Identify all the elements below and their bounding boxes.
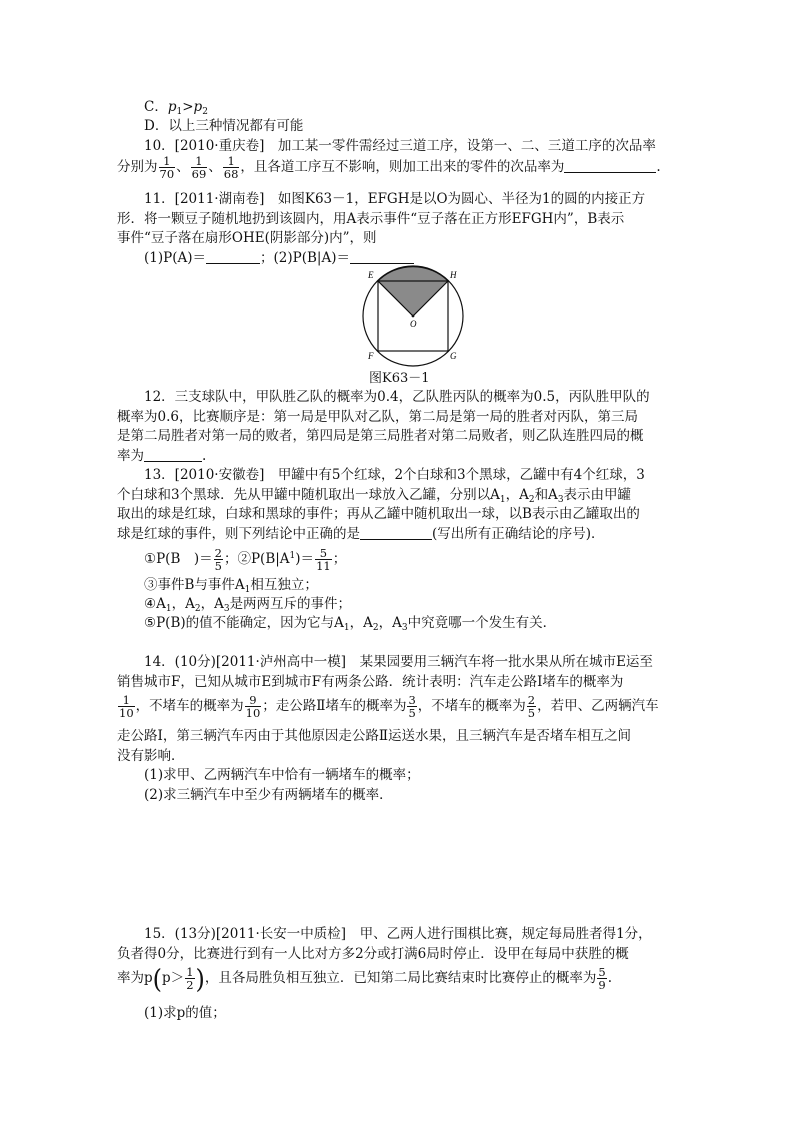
fraction: $\frac{5}{11}$ (316, 546, 331, 573)
q10-line2: 分别为 $\frac{1}{70}$ 、 $\frac{1}{69}$ 、 $\frac{1}{68}$ ，且各道工序互不影响，则加工出来的零件的次品率为 . (117, 154, 661, 181)
q14-line2: 销售城市F，已知从城市E到城市F有两条公路．统计表明：汽车走公路Ⅰ堵车的概率为 (117, 674, 624, 690)
q15-subquestion-1: (1)求p的值； (144, 1005, 226, 1021)
q14-subquestion-2: (2)求三辆汽车中至少有两辆堵车的概率． (144, 787, 393, 803)
label-h: H (450, 270, 457, 280)
q15-line3: 率为p(p＞ $\frac{1}{2}$ )，且各局胜负相互独立．已知第二局比赛结束时比赛停止的概率为 $\frac{5}{9}$ . (117, 963, 613, 995)
fraction: $\frac{1}{10}$ (119, 693, 134, 720)
q14-line4: 走公路Ⅰ，第三辆汽车丙由于其他原因走公路Ⅱ运送水果，且三辆汽车是否堵车相互之间 (117, 728, 632, 744)
q13-line2: 个白球和3个黑球．先从甲罐中随机取出一球放入乙罐，分别以$A_1$，$A_2$和$A_3$表示由甲罐 (117, 487, 632, 505)
q10-line1: 10．[2010·重庆卷] 加工某一零件需经过三道工序，设第一、二、三道工序的次品率 (144, 138, 656, 154)
q13-option-3: ③事件B与事件$A_1$相互独立； (144, 577, 318, 595)
q12-line1: 12．三支球队中，甲队胜乙队的概率为0.4，乙队胜丙队的概率为0.5，丙队胜甲队的 (144, 389, 650, 405)
q9-option-d: D．以上三种情况都有可能 (144, 118, 304, 134)
fraction: $\frac{1}{69}$ (191, 154, 207, 181)
q9-option-c: C．$p_1>p_2$ (144, 99, 208, 117)
fraction: $\frac{5}{9}$ (598, 965, 606, 992)
q13-line1: 13．[2010·安徽卷] 甲罐中有5个红球，2个白球和3个黑球，乙罐中有4个红球，3 (144, 467, 645, 483)
label-o: O (410, 319, 417, 329)
q11-line3: 事件“豆子落在扇形OHE(阴影部分)内”，则 (117, 230, 377, 246)
q11-line1: 11．[2011·湖南卷] 如图K63－1，EFGH是以O为圆心、半径为1的圆的内接正方 (144, 191, 646, 207)
center-point (412, 315, 415, 318)
q14-line1: 14．(10分)[2011·泸州高中一模] 某果园要用三辆汽车将一批水果从所在城市E运至 (144, 654, 653, 670)
q12-line4: 率为 . (117, 448, 207, 464)
q15-line1: 15．(13分)[2011·长安一中质检] 甲、乙两人进行围棋比赛，规定每局胜者得1分， (144, 926, 652, 942)
fraction: $\frac{1}{70}$ (159, 154, 175, 181)
answer-blank (564, 158, 656, 173)
figure-caption: 图K63－1 (369, 371, 430, 386)
label-e: E (368, 270, 374, 280)
q11-line2: 形．将一颗豆子随机地扔到该圆内，用A表示事件“豆子落在正方形EFGH内”，B表示 (117, 211, 625, 227)
q13-option-4: $④A_1$，$A_2$，$A_3$是两两互斥的事件； (144, 596, 352, 614)
fraction: $\frac{2}{5}$ (214, 546, 222, 573)
q14-line5: 没有影响． (117, 748, 185, 764)
q15-line2: 负者得0分，比赛进行到有一人比对方多2分或打满6局时停止．设甲在每局中获胜的概 (117, 946, 629, 962)
answer-blank (206, 249, 260, 264)
circle-square-figure (358, 264, 470, 368)
fraction: $\frac{3}{5}$ (408, 693, 416, 720)
q12-line2: 概率为0.6，比赛顺序是：第一局是甲队对乙队，第二局是第一局的胜者对丙队，第三局 (117, 409, 638, 425)
fraction: $\frac{9}{10}$ (245, 693, 261, 720)
q14-line3: $\frac{1}{10}$ ，不堵车的概率为 $\frac{9}{10}$ ；走公路Ⅱ堵车的概率为 $\frac{3}{5}$ ，不堵车的概率为 $\frac{2}{5}$ ，若甲、乙两辆汽车 (119, 693, 659, 720)
label-f: F (368, 351, 374, 361)
q11-line4: (1)P(A)＝ ；(2)P(B|A)＝ (144, 248, 414, 268)
q12-line3: 是第二局胜者对第一局的败者，第四局是第三局胜者对第二局败者，则乙队连胜四局的概 (117, 428, 644, 444)
answer-blank (350, 249, 414, 264)
q13-option-5: ⑤P(B)的值不能确定，因为它与$A_1$，$A_2$，$A_3$中究竟哪一个发生有关． (144, 615, 557, 633)
label-g: G (450, 351, 457, 361)
answer-blank (144, 447, 202, 462)
fraction: $\frac{1}{2}$ (186, 965, 194, 992)
fraction: $\frac{1}{68}$ (223, 154, 239, 181)
answer-blank (360, 525, 432, 540)
q13-line3: 取出的球是红球，白球和黑球的事件；再从乙罐中随机取出一球，以B表示由乙罐取出的 (117, 506, 640, 522)
q13-option-1-2: ①P(B )＝ $\frac{2}{5}$ ；$②P(B|A^1)=$ $\frac{5}{11}$ ； (144, 546, 347, 573)
q13-line4: 球是红球的事件，则下列结论中正确的是 (写出所有正确结论的序号)． (117, 526, 605, 542)
fraction: $\frac{2}{5}$ (527, 693, 536, 720)
q14-subquestion-1: (1)求甲、乙两辆汽车中恰有一辆堵车的概率； (144, 767, 420, 783)
